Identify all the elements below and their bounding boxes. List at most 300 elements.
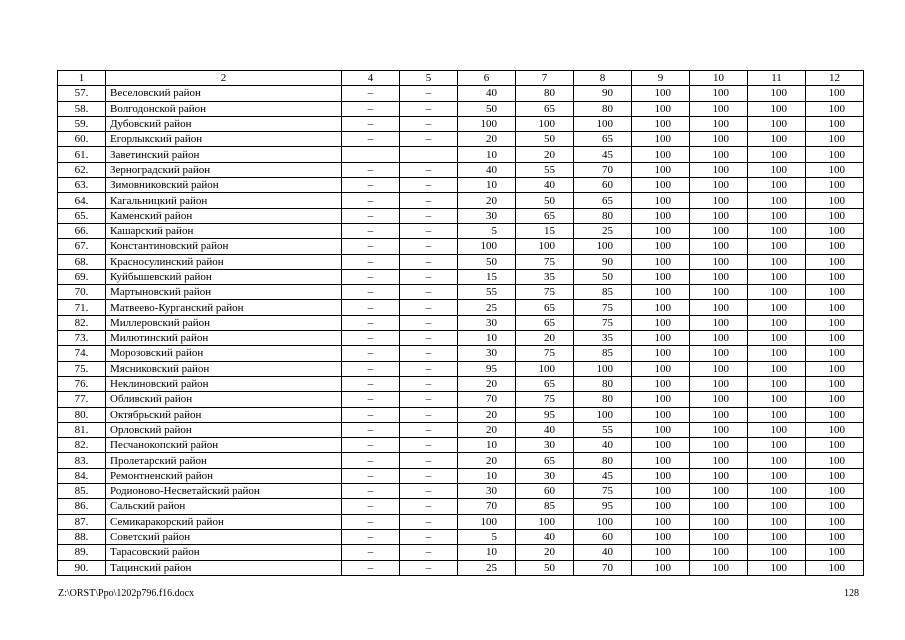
value-cell: 60 bbox=[574, 529, 632, 544]
value-cell: 100 bbox=[690, 331, 748, 346]
value-cell: 75 bbox=[574, 484, 632, 499]
value-cell: 10 bbox=[458, 468, 516, 483]
value-cell: 100 bbox=[632, 361, 690, 376]
value-cell: 100 bbox=[748, 86, 806, 101]
value-cell: 60 bbox=[516, 484, 574, 499]
value-cell: 80 bbox=[574, 101, 632, 116]
row-number-cell: 82. bbox=[58, 315, 106, 330]
value-cell: – bbox=[400, 269, 458, 284]
district-name-cell: Веселовский район bbox=[106, 86, 342, 101]
value-cell: 100 bbox=[806, 392, 864, 407]
district-name-cell: Обливский район bbox=[106, 392, 342, 407]
value-cell: 100 bbox=[632, 223, 690, 238]
value-cell: 100 bbox=[748, 132, 806, 147]
value-cell: 100 bbox=[516, 361, 574, 376]
district-name-cell: Родионово-Несветайский район bbox=[106, 484, 342, 499]
column-header: 2 bbox=[106, 71, 342, 86]
value-cell: 5 bbox=[458, 223, 516, 238]
table-row bbox=[58, 147, 864, 162]
value-cell: 55 bbox=[458, 285, 516, 300]
value-cell: – bbox=[400, 499, 458, 514]
value-cell: – bbox=[400, 178, 458, 193]
value-cell: 95 bbox=[574, 499, 632, 514]
value-cell: 100 bbox=[806, 407, 864, 422]
value-cell: 100 bbox=[806, 86, 864, 101]
value-cell: 100 bbox=[632, 438, 690, 453]
value-cell: 90 bbox=[574, 254, 632, 269]
value-cell: 100 bbox=[632, 514, 690, 529]
value-cell: 100 bbox=[748, 422, 806, 437]
value-cell: 80 bbox=[516, 86, 574, 101]
table-row bbox=[58, 468, 864, 483]
value-cell: – bbox=[342, 346, 400, 361]
value-cell: – bbox=[342, 101, 400, 116]
value-cell: 100 bbox=[748, 239, 806, 254]
value-cell: 100 bbox=[806, 285, 864, 300]
table-row bbox=[58, 285, 864, 300]
value-cell: – bbox=[342, 208, 400, 223]
value-cell: 75 bbox=[516, 285, 574, 300]
value-cell: – bbox=[342, 300, 400, 315]
row-number-cell: 81. bbox=[58, 422, 106, 437]
value-cell: 100 bbox=[516, 514, 574, 529]
table-row bbox=[58, 86, 864, 101]
value-cell: – bbox=[400, 285, 458, 300]
value-cell: – bbox=[400, 101, 458, 116]
value-cell: 65 bbox=[516, 101, 574, 116]
value-cell: 100 bbox=[690, 116, 748, 131]
value-cell: – bbox=[400, 453, 458, 468]
value-cell: – bbox=[400, 208, 458, 223]
value-cell: 100 bbox=[690, 514, 748, 529]
value-cell: 40 bbox=[458, 86, 516, 101]
value-cell: 100 bbox=[632, 178, 690, 193]
value-cell: 100 bbox=[690, 545, 748, 560]
table-row bbox=[58, 376, 864, 391]
column-header: 8 bbox=[574, 71, 632, 86]
value-cell: 100 bbox=[748, 101, 806, 116]
value-cell: 100 bbox=[632, 560, 690, 575]
value-cell: 25 bbox=[458, 300, 516, 315]
value-cell: – bbox=[400, 193, 458, 208]
value-cell: 100 bbox=[806, 132, 864, 147]
value-cell: 100 bbox=[690, 422, 748, 437]
value-cell: 50 bbox=[574, 269, 632, 284]
value-cell: 100 bbox=[690, 223, 748, 238]
value-cell: – bbox=[400, 346, 458, 361]
row-number-cell: 85. bbox=[58, 484, 106, 499]
value-cell: – bbox=[342, 560, 400, 575]
value-cell: 85 bbox=[574, 285, 632, 300]
value-cell: – bbox=[342, 361, 400, 376]
value-cell: 100 bbox=[748, 529, 806, 544]
value-cell: – bbox=[400, 162, 458, 177]
row-number-cell: 58. bbox=[58, 101, 106, 116]
value-cell: 100 bbox=[690, 300, 748, 315]
value-cell: 100 bbox=[632, 407, 690, 422]
row-number-cell: 88. bbox=[58, 529, 106, 544]
table-row bbox=[58, 529, 864, 544]
value-cell: 100 bbox=[690, 193, 748, 208]
district-name-cell: Матвеево-Курганский район bbox=[106, 300, 342, 315]
value-cell: 100 bbox=[748, 361, 806, 376]
value-cell: 100 bbox=[806, 193, 864, 208]
value-cell: 75 bbox=[516, 392, 574, 407]
table-row bbox=[58, 116, 864, 131]
value-cell: 85 bbox=[516, 499, 574, 514]
table-row bbox=[58, 346, 864, 361]
value-cell: 100 bbox=[632, 422, 690, 437]
value-cell: 100 bbox=[632, 529, 690, 544]
value-cell: 100 bbox=[748, 147, 806, 162]
value-cell: 95 bbox=[516, 407, 574, 422]
value-cell: 100 bbox=[748, 376, 806, 391]
value-cell: 15 bbox=[516, 223, 574, 238]
value-cell: 100 bbox=[748, 346, 806, 361]
value-cell: 100 bbox=[690, 208, 748, 223]
value-cell: – bbox=[342, 484, 400, 499]
value-cell: 100 bbox=[748, 331, 806, 346]
value-cell: 65 bbox=[516, 208, 574, 223]
table-row bbox=[58, 315, 864, 330]
row-number-cell: 82. bbox=[58, 438, 106, 453]
district-name-cell: Песчанокопский район bbox=[106, 438, 342, 453]
row-number-cell: 67. bbox=[58, 239, 106, 254]
value-cell: – bbox=[342, 162, 400, 177]
value-cell: 100 bbox=[748, 407, 806, 422]
value-cell: 100 bbox=[748, 315, 806, 330]
value-cell: – bbox=[342, 193, 400, 208]
value-cell: – bbox=[400, 514, 458, 529]
value-cell: – bbox=[400, 223, 458, 238]
value-cell: 100 bbox=[516, 239, 574, 254]
row-number-cell: 75. bbox=[58, 361, 106, 376]
value-cell: 70 bbox=[574, 560, 632, 575]
value-cell: 10 bbox=[458, 438, 516, 453]
value-cell: – bbox=[342, 86, 400, 101]
value-cell: 70 bbox=[458, 499, 516, 514]
value-cell: 40 bbox=[516, 529, 574, 544]
row-number-cell: 63. bbox=[58, 178, 106, 193]
district-name-cell: Зерноградский район bbox=[106, 162, 342, 177]
value-cell: 100 bbox=[748, 178, 806, 193]
column-header: 5 bbox=[400, 71, 458, 86]
value-cell: 100 bbox=[748, 116, 806, 131]
row-number-cell: 84. bbox=[58, 468, 106, 483]
value-cell: 20 bbox=[516, 331, 574, 346]
district-name-cell: Волгодонской район bbox=[106, 101, 342, 116]
value-cell: 100 bbox=[574, 116, 632, 131]
value-cell: 100 bbox=[748, 285, 806, 300]
value-cell: 100 bbox=[516, 116, 574, 131]
value-cell: 100 bbox=[806, 331, 864, 346]
value-cell: 100 bbox=[748, 514, 806, 529]
value-cell: 65 bbox=[516, 453, 574, 468]
value-cell: 50 bbox=[516, 560, 574, 575]
value-cell: 90 bbox=[574, 86, 632, 101]
value-cell: 100 bbox=[806, 422, 864, 437]
row-number-cell: 64. bbox=[58, 193, 106, 208]
value-cell: 40 bbox=[458, 162, 516, 177]
row-number-cell: 89. bbox=[58, 545, 106, 560]
value-cell: 100 bbox=[806, 529, 864, 544]
value-cell: 100 bbox=[632, 545, 690, 560]
value-cell: – bbox=[400, 484, 458, 499]
value-cell: 100 bbox=[632, 468, 690, 483]
value-cell: 20 bbox=[458, 193, 516, 208]
column-header: 11 bbox=[748, 71, 806, 86]
value-cell: 100 bbox=[632, 315, 690, 330]
value-cell: 100 bbox=[806, 254, 864, 269]
table-row bbox=[58, 361, 864, 376]
value-cell: 100 bbox=[632, 453, 690, 468]
value-cell: 100 bbox=[574, 361, 632, 376]
value-cell: 100 bbox=[690, 101, 748, 116]
value-cell: 100 bbox=[632, 269, 690, 284]
value-cell: 100 bbox=[690, 392, 748, 407]
value-cell: 100 bbox=[806, 269, 864, 284]
value-cell: 100 bbox=[806, 545, 864, 560]
value-cell: 100 bbox=[690, 254, 748, 269]
value-cell: 100 bbox=[748, 300, 806, 315]
value-cell: 100 bbox=[806, 239, 864, 254]
value-cell: 25 bbox=[574, 223, 632, 238]
value-cell: 30 bbox=[458, 484, 516, 499]
column-header: 12 bbox=[806, 71, 864, 86]
row-number-cell: 61. bbox=[58, 147, 106, 162]
value-cell: 100 bbox=[748, 162, 806, 177]
value-cell: 65 bbox=[516, 300, 574, 315]
value-cell: 100 bbox=[632, 239, 690, 254]
value-cell: – bbox=[400, 545, 458, 560]
value-cell: 100 bbox=[690, 376, 748, 391]
value-cell: – bbox=[400, 254, 458, 269]
value-cell: – bbox=[400, 468, 458, 483]
value-cell: 100 bbox=[690, 453, 748, 468]
value-cell: 100 bbox=[690, 361, 748, 376]
district-name-cell: Куйбышевский район bbox=[106, 269, 342, 284]
value-cell: 75 bbox=[516, 254, 574, 269]
value-cell: – bbox=[400, 392, 458, 407]
value-cell: 100 bbox=[458, 239, 516, 254]
value-cell: – bbox=[342, 223, 400, 238]
column-header: 4 bbox=[342, 71, 400, 86]
value-cell: 50 bbox=[516, 132, 574, 147]
value-cell: 65 bbox=[516, 376, 574, 391]
value-cell: 100 bbox=[690, 560, 748, 575]
value-cell: 100 bbox=[690, 499, 748, 514]
district-name-cell: Миллеровский район bbox=[106, 315, 342, 330]
value-cell: 30 bbox=[516, 438, 574, 453]
value-cell: 100 bbox=[806, 116, 864, 131]
value-cell: – bbox=[342, 422, 400, 437]
value-cell: 100 bbox=[632, 116, 690, 131]
district-name-cell: Пролетарский район bbox=[106, 453, 342, 468]
value-cell: 100 bbox=[690, 346, 748, 361]
value-cell: 100 bbox=[748, 392, 806, 407]
table-row bbox=[58, 438, 864, 453]
district-name-cell: Милютинский район bbox=[106, 331, 342, 346]
value-cell: 40 bbox=[574, 545, 632, 560]
value-cell: 50 bbox=[458, 101, 516, 116]
value-cell: 65 bbox=[516, 315, 574, 330]
value-cell: – bbox=[400, 300, 458, 315]
row-number-cell: 74. bbox=[58, 346, 106, 361]
value-cell: – bbox=[342, 514, 400, 529]
value-cell: 100 bbox=[748, 484, 806, 499]
district-name-cell: Ремонтненский район bbox=[106, 468, 342, 483]
table-row bbox=[58, 223, 864, 238]
value-cell: 100 bbox=[806, 560, 864, 575]
value-cell: 100 bbox=[632, 484, 690, 499]
value-cell: 100 bbox=[748, 499, 806, 514]
value-cell: 100 bbox=[690, 407, 748, 422]
value-cell: 80 bbox=[574, 453, 632, 468]
value-cell: 100 bbox=[632, 162, 690, 177]
header-row bbox=[58, 71, 864, 86]
row-number-cell: 57. bbox=[58, 86, 106, 101]
district-name-cell: Константиновский район bbox=[106, 239, 342, 254]
value-cell: 85 bbox=[574, 346, 632, 361]
value-cell: 10 bbox=[458, 331, 516, 346]
value-cell: 100 bbox=[748, 193, 806, 208]
value-cell: 100 bbox=[690, 529, 748, 544]
value-cell: 100 bbox=[574, 514, 632, 529]
value-cell: 100 bbox=[806, 315, 864, 330]
value-cell: 100 bbox=[690, 132, 748, 147]
table-row bbox=[58, 407, 864, 422]
value-cell: 65 bbox=[574, 193, 632, 208]
value-cell: 100 bbox=[632, 101, 690, 116]
table-row bbox=[58, 392, 864, 407]
value-cell: – bbox=[342, 392, 400, 407]
value-cell: – bbox=[342, 269, 400, 284]
value-cell: 100 bbox=[690, 269, 748, 284]
district-name-cell: Каменский район bbox=[106, 208, 342, 223]
value-cell: 100 bbox=[690, 86, 748, 101]
value-cell: 100 bbox=[806, 484, 864, 499]
row-number-cell: 71. bbox=[58, 300, 106, 315]
value-cell: 100 bbox=[690, 147, 748, 162]
value-cell: 100 bbox=[632, 346, 690, 361]
table-row bbox=[58, 499, 864, 514]
value-cell: – bbox=[342, 239, 400, 254]
value-cell: 80 bbox=[574, 392, 632, 407]
row-number-cell: 77. bbox=[58, 392, 106, 407]
value-cell bbox=[400, 147, 458, 162]
table-row bbox=[58, 162, 864, 177]
table-row bbox=[58, 300, 864, 315]
table-row bbox=[58, 193, 864, 208]
footer-file-path: Z:\ORST\Ppo\1202p796.f16.docx bbox=[58, 588, 195, 599]
value-cell: 100 bbox=[806, 514, 864, 529]
value-cell: – bbox=[342, 254, 400, 269]
value-cell: – bbox=[400, 315, 458, 330]
value-cell: 40 bbox=[516, 178, 574, 193]
row-number-cell: 76. bbox=[58, 376, 106, 391]
row-number-cell: 80. bbox=[58, 407, 106, 422]
value-cell: 100 bbox=[806, 208, 864, 223]
value-cell: – bbox=[400, 438, 458, 453]
district-name-cell: Зимовниковский район bbox=[106, 178, 342, 193]
value-cell: 50 bbox=[458, 254, 516, 269]
value-cell: 75 bbox=[574, 300, 632, 315]
row-number-cell: 59. bbox=[58, 116, 106, 131]
value-cell: – bbox=[400, 86, 458, 101]
value-cell: 70 bbox=[458, 392, 516, 407]
row-number-cell: 68. bbox=[58, 254, 106, 269]
value-cell: 20 bbox=[516, 147, 574, 162]
value-cell: 30 bbox=[458, 346, 516, 361]
row-number-cell: 90. bbox=[58, 560, 106, 575]
value-cell: – bbox=[342, 545, 400, 560]
value-cell: 100 bbox=[690, 438, 748, 453]
value-cell: 5 bbox=[458, 529, 516, 544]
value-cell: – bbox=[342, 285, 400, 300]
value-cell: 100 bbox=[806, 178, 864, 193]
value-cell: – bbox=[342, 529, 400, 544]
value-cell: 45 bbox=[574, 147, 632, 162]
value-cell: – bbox=[342, 407, 400, 422]
value-cell: 20 bbox=[516, 545, 574, 560]
value-cell: 100 bbox=[806, 376, 864, 391]
district-name-cell: Егорлыкский район bbox=[106, 132, 342, 147]
value-cell: – bbox=[342, 132, 400, 147]
row-number-cell: 70. bbox=[58, 285, 106, 300]
value-cell: 100 bbox=[748, 438, 806, 453]
district-name-cell: Мясниковский район bbox=[106, 361, 342, 376]
row-number-cell: 87. bbox=[58, 514, 106, 529]
table-row bbox=[58, 560, 864, 575]
value-cell: – bbox=[342, 376, 400, 391]
value-cell: 35 bbox=[574, 331, 632, 346]
value-cell: 100 bbox=[806, 101, 864, 116]
table-row bbox=[58, 453, 864, 468]
value-cell: 100 bbox=[632, 499, 690, 514]
value-cell: 80 bbox=[574, 208, 632, 223]
value-cell: 100 bbox=[806, 300, 864, 315]
data-table bbox=[57, 70, 864, 576]
value-cell: 100 bbox=[690, 484, 748, 499]
value-cell: 20 bbox=[458, 453, 516, 468]
value-cell: 100 bbox=[574, 239, 632, 254]
value-cell: – bbox=[342, 499, 400, 514]
table-row bbox=[58, 331, 864, 346]
value-cell: 10 bbox=[458, 178, 516, 193]
value-cell: – bbox=[342, 331, 400, 346]
value-cell: 100 bbox=[632, 376, 690, 391]
district-name-cell: Сальский район bbox=[106, 499, 342, 514]
value-cell: 100 bbox=[690, 162, 748, 177]
value-cell: – bbox=[400, 560, 458, 575]
value-cell: 100 bbox=[632, 392, 690, 407]
district-name-cell: Морозовский район bbox=[106, 346, 342, 361]
value-cell: 100 bbox=[748, 208, 806, 223]
value-cell: 60 bbox=[574, 178, 632, 193]
value-cell: – bbox=[342, 178, 400, 193]
value-cell: 100 bbox=[748, 560, 806, 575]
value-cell: 20 bbox=[458, 132, 516, 147]
value-cell: 100 bbox=[748, 468, 806, 483]
value-cell: 100 bbox=[632, 285, 690, 300]
footer-page-number: 128 bbox=[844, 588, 859, 599]
value-cell: 100 bbox=[748, 453, 806, 468]
row-number-cell: 83. bbox=[58, 453, 106, 468]
value-cell: – bbox=[342, 438, 400, 453]
table-row bbox=[58, 545, 864, 560]
row-number-cell: 66. bbox=[58, 223, 106, 238]
table-row bbox=[58, 484, 864, 499]
